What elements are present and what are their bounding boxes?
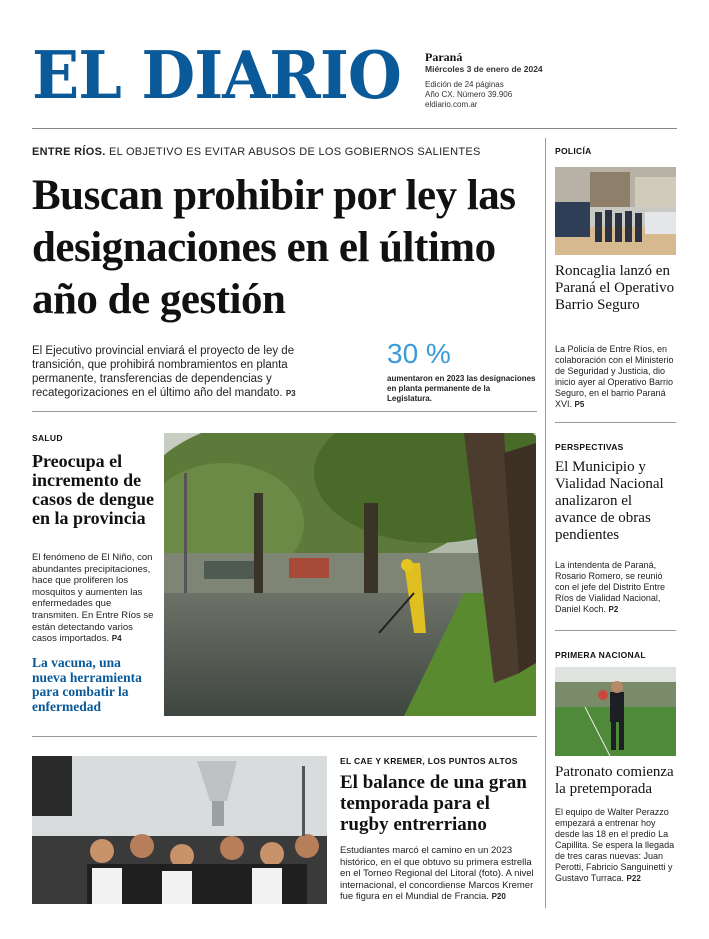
sidebar-policia-story [555, 263, 676, 314]
lead-stat-value: 30 % [387, 338, 451, 369]
primera-headline[interactable]: Patronato comienza la pretemporada [555, 764, 674, 797]
edition-city: Paraná [425, 50, 463, 64]
edition-pages: Edición de 24 páginas [425, 80, 504, 89]
sidebar-divider [545, 138, 546, 908]
rugby-celebration-photo[interactable] [32, 756, 327, 904]
policia-kicker: POLICÍA [555, 146, 592, 156]
primera-summary [555, 807, 676, 884]
lead-stat-box [387, 338, 537, 404]
sidebar-primera-story [555, 764, 676, 884]
perspectivas-headline[interactable]: El Municipio y Vialidad Nacional analizaron el avance de obras pendientes [555, 459, 664, 543]
edition-date: Miércoles 3 de enero de 2024 [425, 64, 543, 74]
rugby-summary-text: Estudiantes marcó el camino en un 2023 histórico, en el que obtuvo su primera estrella en el Torneo Regional del Litoral (foto). A nivel internacional, el concordiense Marcos Kremer fue figura en el Mundial de Francia. [340, 845, 534, 903]
salud-page-ref[interactable]: P4 [111, 634, 122, 644]
lead-summary [32, 344, 332, 401]
newspaper-logo[interactable]: EL DIARIO [32, 37, 401, 114]
lead-kicker-text: EL OBJETIVO ES EVITAR ABUSOS DE LOS GOBIERNOS SALIENTES [108, 146, 481, 158]
lead-page-ref[interactable]: P3 [285, 389, 296, 398]
masthead [32, 37, 677, 120]
masthead-divider [32, 128, 677, 129]
policia-headline[interactable]: Roncaglia lanzó en Paraná el Operativo Barrio Seguro [555, 263, 675, 313]
primera-divider [555, 630, 676, 631]
lead-stat-text: aumentaron en 2023 las designaciones en planta permanente de la Legislatura. [387, 374, 536, 403]
patronato-training-photo[interactable] [555, 667, 676, 756]
perspectivas-summary [555, 560, 676, 615]
police-operation-photo[interactable] [555, 167, 676, 255]
rugby-headline[interactable]: El balance de una gran temporada para el rugby entrerriano [340, 772, 527, 835]
edition-issue: Año CX. Número 39.906 [425, 90, 513, 99]
lead-headline[interactable]: Buscan prohibir por ley las designaciones en el último año de gestión [32, 172, 516, 323]
lead-summary-text: El Ejecutivo provincial enviará el proyecto de ley de transición, que prohibirá nombramientos en planta permanente, transferencias de dependencias y recategorizaciones en el último año del mandato. [32, 345, 295, 399]
sidebar-primera [555, 630, 676, 660]
primera-kicker: PRIMERA NACIONAL [555, 650, 646, 660]
salud-summary-text: El fenómeno de El Niño, con abundantes precipitaciones, hace que proliferen los mosquitos y aumenten las enfermedades que transmiten. En Entre Ríos se están detectando varios casos importados. [32, 552, 154, 645]
rugby-page-ref[interactable]: P20 [491, 892, 506, 902]
perspectivas-summary-text: La intendenta de Paraná, Rosario Romero, se reunió con el jefe del Distrito Entre Ríos de Vialidad Nacional, Daniel Koch. [555, 560, 666, 614]
rain-street-photo[interactable] [164, 433, 536, 716]
policia-summary-text: La Policía de Entre Ríos, en colaboración con el Ministerio de Seguridad y Justicia, dio inicio ayer al Operativo Barrio Seguro, en el barrio Paraná XVI. [555, 344, 674, 409]
salud-headline[interactable]: Preocupa el incremento de casos de dengue en la provincia [32, 451, 155, 528]
rugby-summary [340, 845, 536, 903]
sidebar-policia [555, 146, 676, 156]
salud-kicker: SALUD [32, 433, 63, 443]
middle-divider [32, 736, 537, 737]
lead-kicker-place: ENTRE RÍOS. [32, 146, 106, 158]
sidebar-perspectivas [555, 422, 676, 615]
salud-summary [32, 552, 157, 645]
lead-kicker [32, 146, 532, 158]
policia-page-ref[interactable]: P5 [574, 400, 585, 409]
perspectivas-divider [555, 422, 676, 423]
primera-summary-text: El equipo de Walter Perazzo empezará a entrenar hoy desde las 18 en el predio La Capillita. Se espera la llegada de tres caras nuevas: Juan Perotti, Fabricio Sanguinetti y Gustavo Turraca. [555, 807, 675, 883]
policia-summary [555, 344, 676, 410]
primera-page-ref[interactable]: P22 [626, 874, 641, 883]
rugby-kicker: EL CAE Y KREMER, LOS PUNTOS ALTOS [340, 756, 518, 766]
salud-subhead[interactable]: La vacuna, una nueva herramienta para combatir la enfermedad [32, 655, 142, 714]
edition-website[interactable]: eldiario.com.ar [425, 100, 478, 109]
sidebar-policia-body [555, 344, 676, 410]
perspectivas-page-ref[interactable]: P2 [608, 605, 619, 614]
lead-divider [32, 411, 537, 412]
edition-info [425, 50, 543, 110]
perspectivas-kicker: PERSPECTIVAS [555, 442, 624, 452]
